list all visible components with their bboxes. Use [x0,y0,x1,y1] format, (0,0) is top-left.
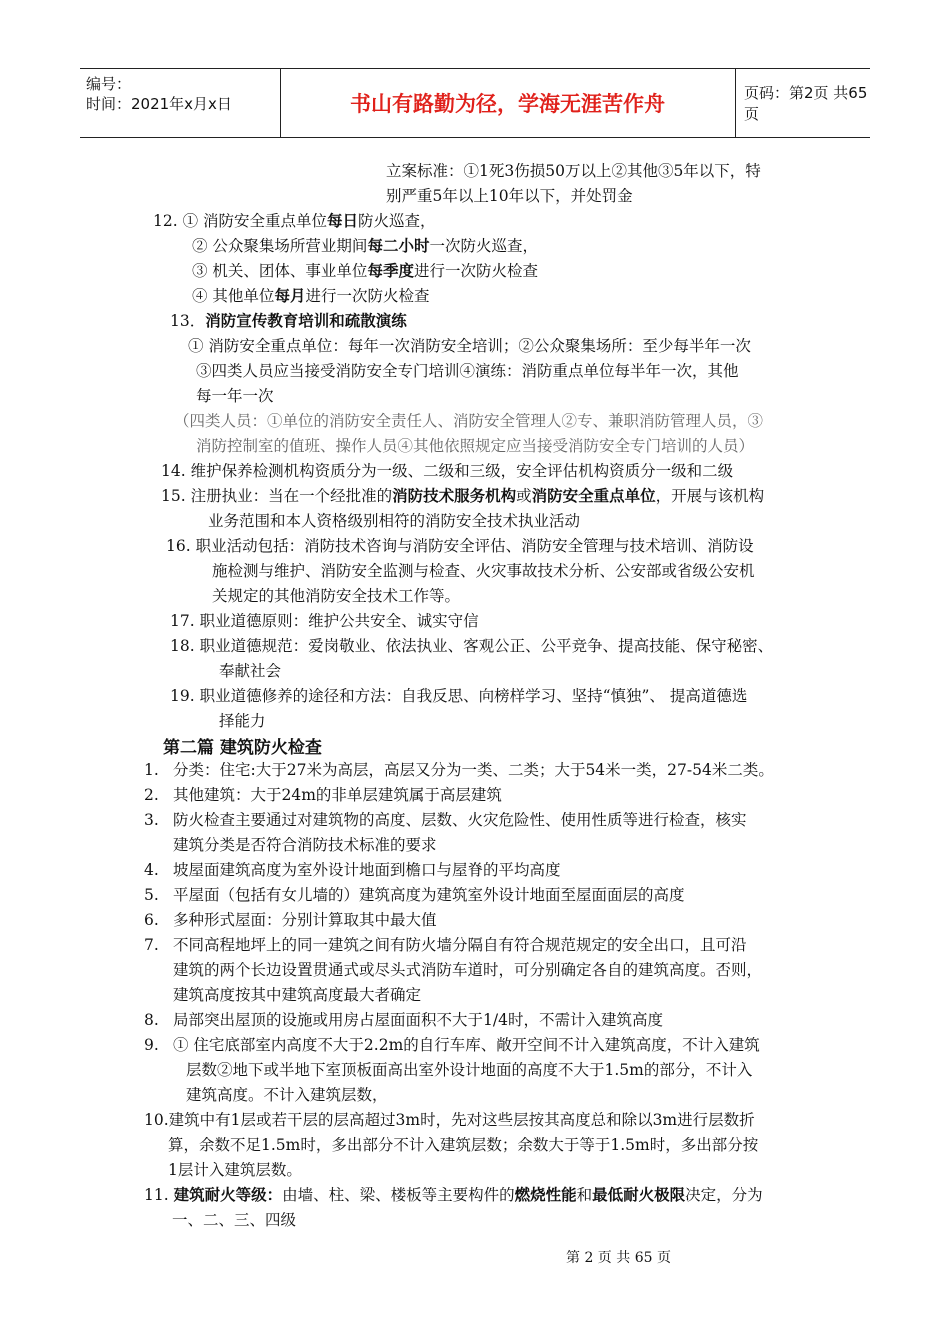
item-number: 6. [144,911,159,929]
list-item-text: ① 住宅底部室内高度不大于2.2m的自行车库、敞开空间不计入建筑高度，不计入建筑 [173,1036,760,1054]
note-line: （四类人员：①单位的消防安全责任人、消防安全管理人②专、兼职消防管理人员，③ [174,412,764,430]
list-item-text: 局部突出屋顶的设施或用房占屋面面积不大于1/4时，不需计入建筑高度 [173,1011,663,1029]
list-item-19: 19. 职业道德修养的途径和方法：自我反思、向榜样学习、坚持“慎独”、 提高道德选 [170,687,748,705]
note-line: 消防控制室的值班、操作人员④其他依照规定应当接受消防安全专门培训的人员） [196,437,755,455]
text-line: 择能力 [219,712,266,730]
item-number: 3. [144,811,159,829]
list-item-text: 建筑分类是否符合消防技术标准的要求 [173,836,437,854]
text-line: 业务范围和本人资格级别相符的消防安全技术执业活动 [208,512,581,530]
text-line: 别严重5年以上10年以下，并处罚金 [386,187,633,205]
list-item-text: 1层计入建筑层数。 [168,1161,302,1179]
header-meta-cell [80,69,281,137]
list-item-text: 建筑高度。不计入建筑层数， [186,1086,388,1104]
list-item-17: 17. 职业道德原则：维护公共安全、诚实守信 [170,612,479,630]
list-item-15: 15. 注册执业：当在一个经批准的消防技术服务机构或消防安全重点单位，开展与该机构 [161,486,765,505]
text-line: 奉献社会 [219,662,282,680]
list-item-text: 建筑的两个长边设置贯通式或尽头式消防车道时，可分别确定各自的建筑高度。否则， [173,961,763,979]
text-line: 关规定的其他消防安全技术工作等。 [212,587,461,605]
item-number: 8. [144,1011,159,1029]
list-item-text: 层数②地下或半地下室顶板面高出室外设计地面的高度不大于1.5m的部分，不计入 [186,1061,753,1079]
list-item-text: 10.建筑中有1层或若干层的层高超过3m时，先对这些层按其高度总和除以3m进行层数折 [144,1111,755,1129]
text-line: ③四类人员应当接受消防安全专门培训④演练：消防重点单位每半年一次，其他 [196,362,739,380]
list-item-text: 其他建筑：大于24m的非单层建筑属于高层建筑 [173,786,502,804]
list-item-16: 16. 职业活动包括：消防技术咨询与消防安全评估、消防安全管理与技术培训、消防设 [166,537,754,555]
doc-code-label: 编号： [86,75,132,93]
doc-date-label: 时间：2021年x月x日 [86,95,232,113]
item-number: 7. [144,936,159,954]
page-header [80,68,870,138]
text-line: ① 消防安全重点单位：每年一次消防安全培训；②公众聚集场所：至少每半年一次 [188,337,751,355]
item-number: 2. [144,786,159,804]
header-motto: 书山有路勤为径，学海无涯苦作舟 [280,69,736,137]
list-item-text: 建筑高度按其中建筑高度最大者确定 [173,986,422,1004]
list-item-text: 坡屋面建筑高度为室外设计地面到檐口与屋脊的平均高度 [173,861,561,879]
list-item-text: 防火检查主要通过对建筑物的高度、层数、火灾危险性、使用性质等进行检查，核实 [173,811,747,829]
list-item-11: 11. 建筑耐火等级：由墙、柱、梁、楼板等主要构件的燃烧性能和最低耐火极限决定，分为 [144,1185,763,1204]
item-number: 5. [144,886,159,904]
text-line: 施检测与维护、消防安全监测与检查、火灾事故技术分析、公安部或省级公安机 [212,562,755,580]
list-item-text: 分类：住宅:大于27米为高层，高层又分为一类、二类；大于54米一类，27-54米二类。 [173,761,774,779]
list-item-text: 多种形式屋面：分别计算取其中最大值 [173,911,437,929]
list-subitem: ② 公众聚集场所营业期间每二小时一次防火巡查， [192,236,538,255]
list-subitem: ③ 机关、团体、事业单位每季度进行一次防火检查 [192,261,538,280]
text-line: 每一年一次 [196,387,274,405]
item-number: 1. [144,761,159,779]
list-item-18: 18. 职业道德规范：爱岗敬业、依法执业、客观公正、公平竞争、提高技能、保守秘密、 [170,637,774,655]
list-item-text: 平屋面（包括有女儿墙的）建筑高度为建筑室外设计地面至屋面面层的高度 [173,886,685,904]
list-item-text: 算，余数不足1.5m时，多出部分不计入建筑层数；余数大于等于1.5m时，多出部分按 [168,1136,759,1154]
header-page-info: 页码：第2页 共65页 [744,84,868,123]
text-line: 立案标准：①1死3伤损50万以上②其他③5年以下，特 [386,162,761,180]
page-footer: 第 2 页 共 65 页 [566,1250,671,1266]
list-item-12: 12. ① 消防安全重点单位每日防火巡查， [153,211,436,230]
list-item-text: 不同高程地坪上的同一建筑之间有防火墙分隔自有符合规范规定的安全出口，且可沿 [173,936,747,954]
item-number: 4. [144,861,159,879]
list-item-text: 一、二、三、四级 [172,1211,297,1229]
section-heading: 第二篇 建筑防火检查 [163,738,322,758]
list-subitem: ④ 其他单位每月进行一次防火检查 [192,286,430,305]
list-item-14: 14. 维护保养检测机构资质分为一级、二级和三级，安全评估机构资质分一级和二级 [161,462,734,480]
item-number: 9. [144,1036,159,1054]
list-item-13: 13．消防宣传教育培训和疏散演练 [170,311,407,330]
